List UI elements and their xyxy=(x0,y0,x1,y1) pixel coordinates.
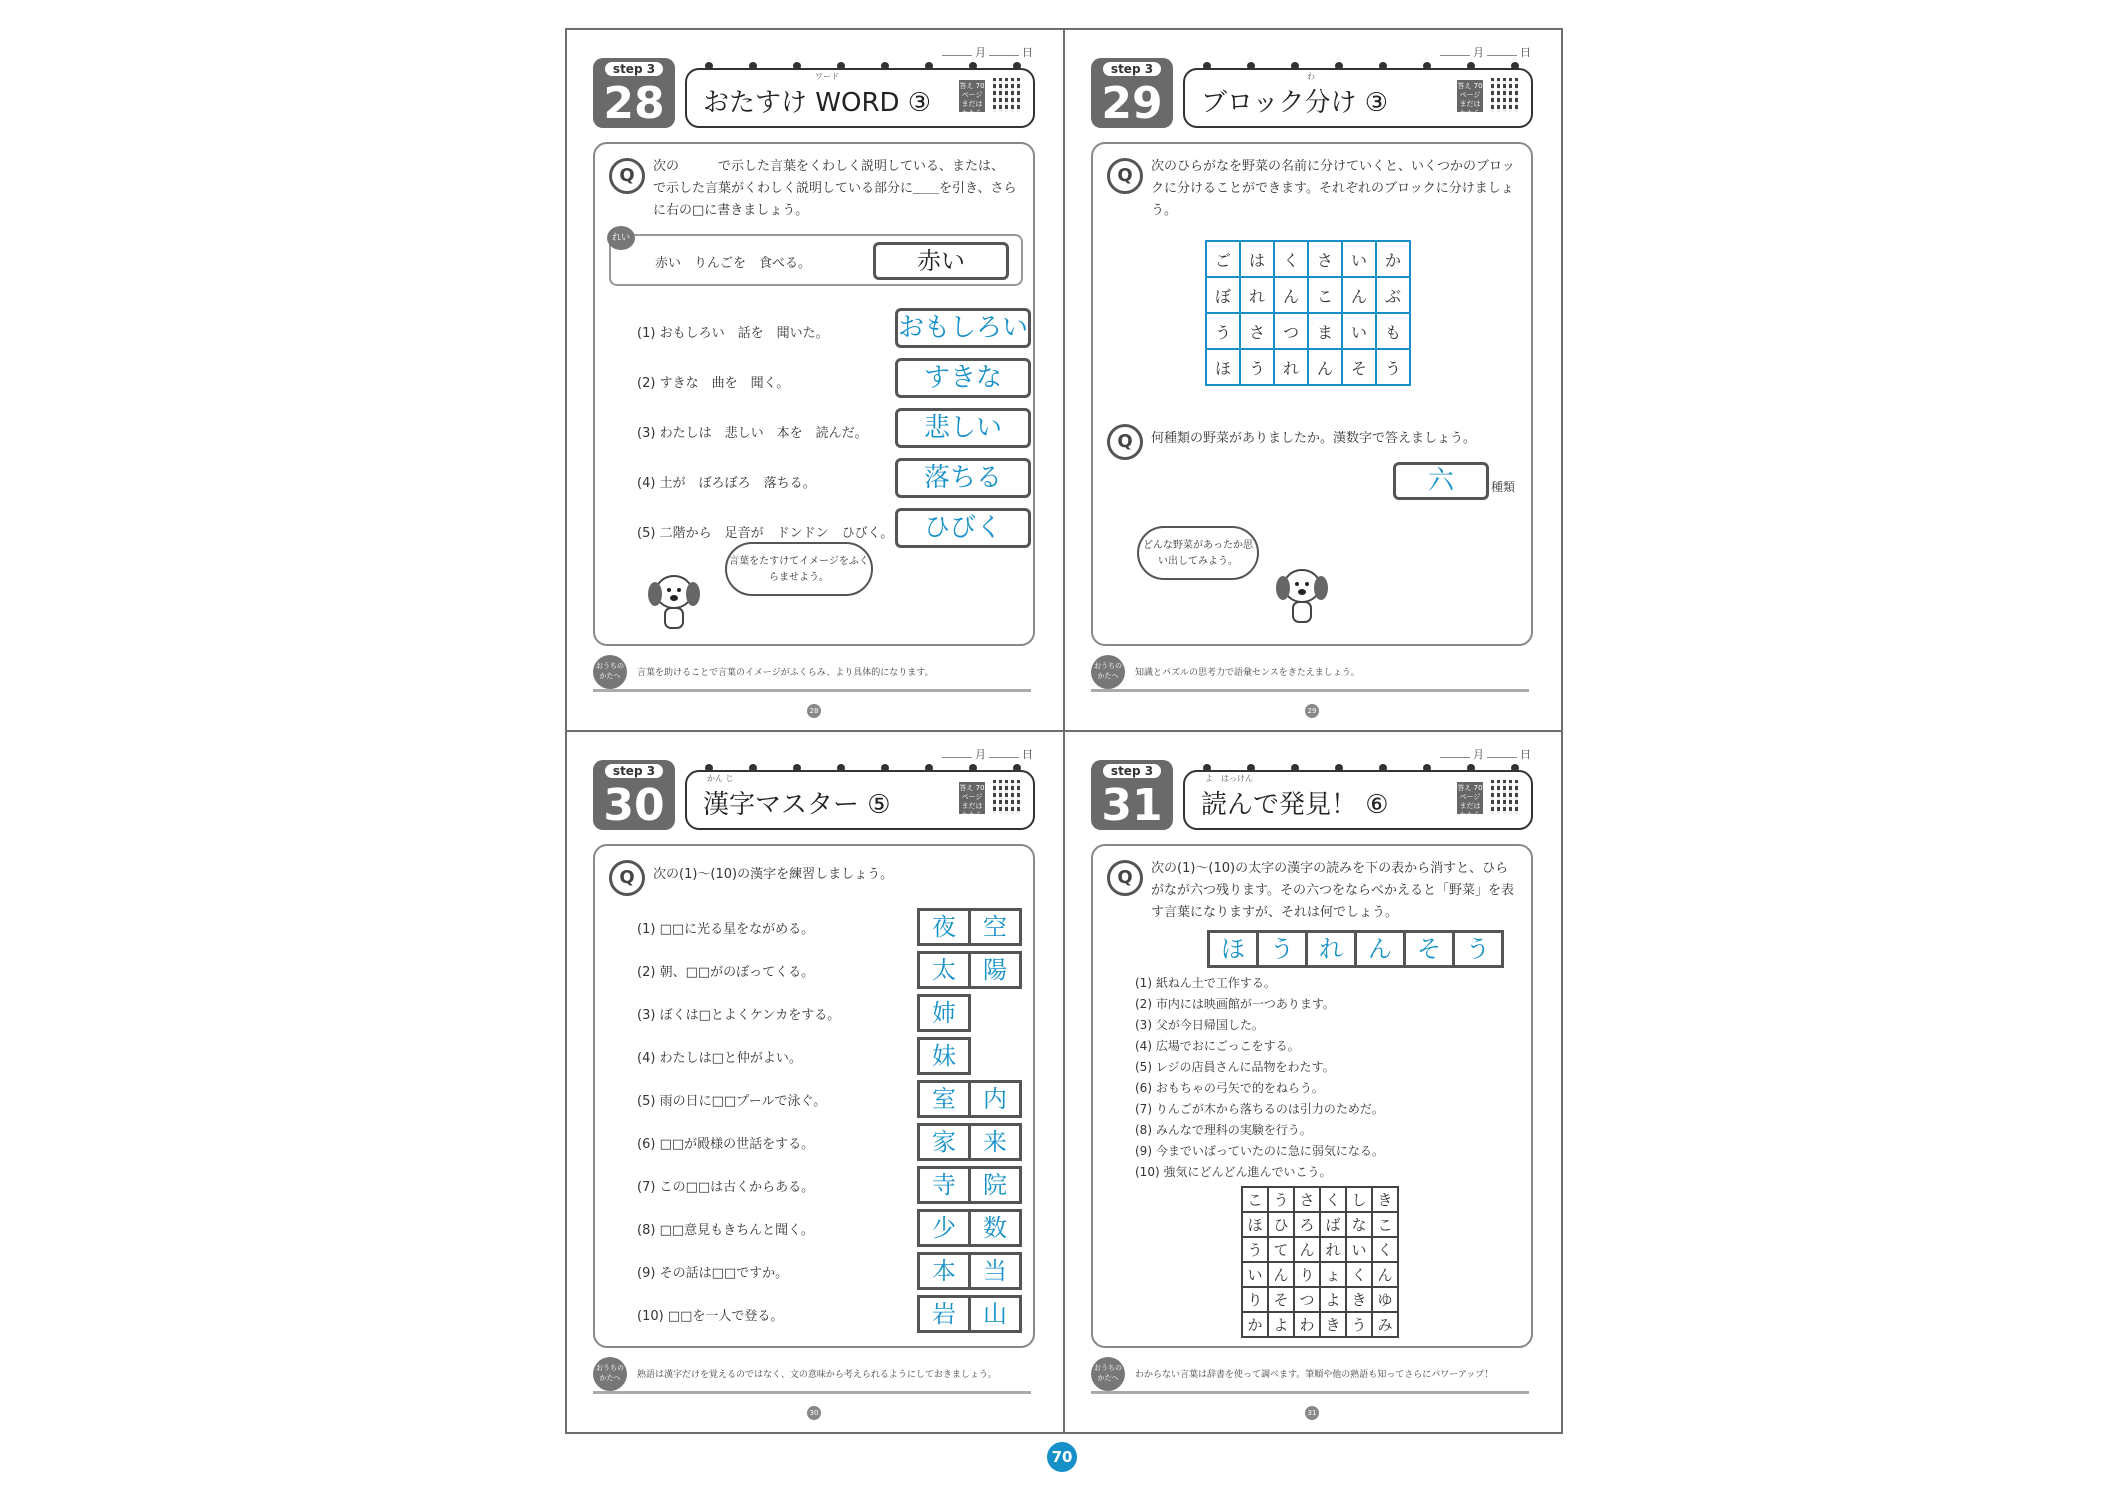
kanji-cell[interactable]: 数 xyxy=(971,1209,1022,1247)
grid-cell[interactable]: こ xyxy=(1242,1187,1268,1212)
item-sentence: 朝、□□がのぼってくる。 xyxy=(659,965,815,980)
parent-note xyxy=(593,1357,1031,1394)
grid-cell[interactable]: そ xyxy=(1268,1287,1294,1312)
kanji-answer[interactable] xyxy=(917,908,1022,946)
item-sentence: 父が今日帰国した。 xyxy=(1155,1018,1264,1032)
date-field[interactable] xyxy=(939,746,1033,762)
item-number: (8) xyxy=(637,1223,656,1238)
panel-31 xyxy=(1065,732,1561,1432)
grid-cell[interactable]: ん xyxy=(1294,1237,1320,1262)
kanji-cell[interactable]: 本 xyxy=(917,1252,971,1290)
item-sentence: その話は□□ですか。 xyxy=(659,1266,789,1281)
hiragana-grid xyxy=(1205,240,1411,386)
example-label: れい xyxy=(607,226,635,250)
parent-note-icon: おうちの かたへ xyxy=(1091,1357,1125,1391)
step-badge xyxy=(1091,760,1173,830)
question-icon: Q xyxy=(1107,860,1143,896)
kanji-cell[interactable]: 陽 xyxy=(971,951,1022,989)
workbook-sheet xyxy=(565,28,1563,1434)
item-number: (7) xyxy=(1135,1102,1152,1116)
kanji-cell[interactable]: 当 xyxy=(971,1252,1022,1290)
grid-cell[interactable]: く xyxy=(1274,241,1308,277)
count-answer-box[interactable]: 六 xyxy=(1393,462,1489,500)
grid-cell[interactable]: も xyxy=(1376,313,1410,349)
grid-cell[interactable]: れ xyxy=(1240,277,1274,313)
day-label: 日 xyxy=(1520,748,1531,761)
grid-cell[interactable]: き xyxy=(1372,1187,1398,1212)
grid-cell[interactable]: は xyxy=(1240,241,1274,277)
step-label: step 3 xyxy=(603,60,665,78)
kanji-cell[interactable]: 家 xyxy=(917,1123,971,1161)
question-text: 次の で示した言葉をくわしく説明している、または、 で示した言葉がくわしく説明している部分に＿＿を引き、さらに右の□に書きましょう。 xyxy=(653,159,1050,218)
question-card xyxy=(1091,844,1533,1348)
item-number: (10) xyxy=(637,1309,664,1324)
dog-mascot-icon xyxy=(639,568,709,638)
lesson-title: おたすけ WORD ③ xyxy=(703,88,932,118)
kanji-answer[interactable] xyxy=(917,1166,1022,1204)
kanji-cell[interactable]: 院 xyxy=(971,1166,1022,1204)
item-number: (1) xyxy=(637,326,656,341)
lesson-title: ブロック分け ③ xyxy=(1201,88,1389,118)
answer-box[interactable]: ひびく xyxy=(895,508,1031,548)
item-sentence: りんごが木から落ちるのは引力のためだ。 xyxy=(1155,1102,1384,1116)
parent-note-icon: おうちの かたへ xyxy=(593,1357,627,1391)
answer-tag: 答え 70ページ まだはわから xyxy=(959,82,985,117)
grid-cell[interactable]: ん xyxy=(1308,349,1342,385)
item-number: (6) xyxy=(637,1137,656,1152)
item-number: (2) xyxy=(1135,997,1152,1011)
parent-note xyxy=(593,655,1031,692)
item-number: (2) xyxy=(637,965,656,980)
answer-box[interactable]: 悲しい xyxy=(895,408,1031,448)
qr-code-icon[interactable] xyxy=(1491,78,1521,112)
step-badge xyxy=(1091,58,1173,128)
step-label: step 3 xyxy=(1101,60,1163,78)
grid-cell[interactable]: き xyxy=(1346,1287,1372,1312)
grid-cell[interactable]: う xyxy=(1242,1237,1268,1262)
item-sentence: すきな 曲を 聞く。 xyxy=(659,376,790,391)
kanji-answer[interactable] xyxy=(917,951,1022,989)
title-box xyxy=(685,770,1035,830)
lesson-title: 漢字マスター ⑤ xyxy=(703,790,891,820)
item-number: (5) xyxy=(1135,1060,1152,1074)
item-sentence: 今までいばっていたのに急に弱気になる。 xyxy=(1155,1144,1384,1158)
item-sentence: ぼくは□とよくケンカをする。 xyxy=(659,1008,841,1023)
item-sentence: おもちゃの弓矢で的をねらう。 xyxy=(1155,1081,1324,1095)
item-number: (5) xyxy=(637,1094,656,1109)
answer-box[interactable]: おもしろい xyxy=(895,308,1031,348)
grid-cell[interactable]: ん xyxy=(1274,277,1308,313)
lesson-title: 読んで発見！ ⑥ xyxy=(1201,790,1389,820)
step-badge xyxy=(593,58,675,128)
panel-page-number: 30 xyxy=(807,1406,821,1420)
grid-cell[interactable]: ほ xyxy=(1206,349,1240,385)
unit-label: 種類 xyxy=(1491,480,1516,494)
question-icon: Q xyxy=(1107,424,1143,460)
grid-cell[interactable]: う xyxy=(1346,1312,1372,1337)
item-number: (2) xyxy=(637,376,656,391)
title-ruby: わ xyxy=(1307,72,1315,81)
month-label: 月 xyxy=(975,46,986,59)
lesson-number: 31 xyxy=(1101,780,1163,831)
step-label: step 3 xyxy=(1101,762,1163,780)
grid-cell[interactable]: ひ xyxy=(1268,1212,1294,1237)
question-text: 次の(1)～(10)の太字の漢字の読みを下の表から消すと、ひらがなが六つ残ります。その六つをならべかえると「野菜」を表す言葉になりますが、それは何でしょう。 xyxy=(1151,861,1514,920)
grid-cell[interactable]: な xyxy=(1346,1212,1372,1237)
grid-cell[interactable]: ば xyxy=(1320,1212,1346,1237)
grid-cell[interactable]: つ xyxy=(1294,1287,1320,1312)
lesson-number: 28 xyxy=(603,78,665,129)
answer-cell[interactable]: う xyxy=(1259,930,1308,968)
kanji-cell[interactable]: 姉 xyxy=(917,994,971,1032)
grid-cell[interactable]: れ xyxy=(1320,1237,1346,1262)
grid-cell[interactable]: ん xyxy=(1268,1262,1294,1287)
grid-cell[interactable]: わ xyxy=(1294,1312,1320,1337)
item-sentence: わたしは□と仲がよい。 xyxy=(659,1051,802,1066)
panel-page-number: 31 xyxy=(1305,1406,1319,1420)
parent-note xyxy=(1091,655,1529,692)
month-label: 月 xyxy=(1473,46,1484,59)
grid-cell[interactable]: か xyxy=(1242,1312,1268,1337)
kanji-answer[interactable] xyxy=(917,1037,971,1075)
kanji-answer[interactable] xyxy=(917,1123,1022,1161)
answer-cell[interactable]: そ xyxy=(1406,930,1455,968)
grid-cell[interactable]: う xyxy=(1240,349,1274,385)
item-sentence: 強気にどんどん進んでいこう。 xyxy=(1163,1165,1332,1179)
question-text-2: 何種類の野菜がありましたか。漢数字で答えましょう。 xyxy=(1151,431,1477,446)
kanji-cell[interactable]: 太 xyxy=(917,951,971,989)
kanji-cell[interactable]: 岩 xyxy=(917,1295,971,1333)
answer-cell[interactable]: ほ xyxy=(1207,930,1259,968)
title-box xyxy=(1183,770,1533,830)
day-label: 日 xyxy=(1520,46,1531,59)
item-number: (7) xyxy=(637,1180,656,1195)
item-sentence: 二階から 足音が ドンドン ひびく。 xyxy=(659,526,894,541)
grid-cell[interactable]: ご xyxy=(1206,241,1240,277)
answer-tag: 答え 70ページ まだはわから xyxy=(1457,784,1483,819)
item-sentence: 雨の日に□□プールで泳ぐ。 xyxy=(659,1094,827,1109)
item-sentence: 紙ねん土で工作する。 xyxy=(1155,976,1276,990)
item-number: (6) xyxy=(1135,1081,1152,1095)
grid-cell[interactable]: れ xyxy=(1274,349,1308,385)
item-number: (9) xyxy=(1135,1144,1152,1158)
grid-cell[interactable]: つ xyxy=(1274,313,1308,349)
grid-cell[interactable]: り xyxy=(1242,1287,1268,1312)
grid-cell[interactable]: く xyxy=(1320,1187,1346,1212)
reading-grid xyxy=(1241,1186,1399,1338)
grid-cell[interactable]: ん xyxy=(1342,277,1376,313)
item-sentence: □□に光る星をながめる。 xyxy=(659,922,815,937)
day-label: 日 xyxy=(1022,46,1033,59)
grid-cell[interactable]: く xyxy=(1372,1237,1398,1262)
grid-cell[interactable]: く xyxy=(1346,1262,1372,1287)
answer-box[interactable]: すきな xyxy=(895,358,1031,398)
title-ruby: ワード xyxy=(815,72,839,81)
item-number: (1) xyxy=(637,922,656,937)
kanji-answer[interactable] xyxy=(917,1209,1022,1247)
dog-mascot-icon xyxy=(1267,562,1337,632)
answer-tag: 答え 70ページ まだはわから xyxy=(959,784,985,819)
panel-28 xyxy=(567,30,1063,730)
example-sentence: 赤い りんごを 食べる。 xyxy=(655,256,812,271)
grid-cell[interactable]: ゆ xyxy=(1372,1287,1398,1312)
grid-cell[interactable]: う xyxy=(1206,313,1240,349)
speech-bubble: どんな野菜があったか思い出してみよう。 xyxy=(1137,526,1259,580)
step-label: step 3 xyxy=(603,762,665,780)
answer-cell[interactable]: れ xyxy=(1308,930,1357,968)
qr-code-icon[interactable] xyxy=(1491,780,1521,814)
grid-cell[interactable]: ろ xyxy=(1294,1212,1320,1237)
panel-29 xyxy=(1065,30,1561,730)
month-label: 月 xyxy=(1473,748,1484,761)
title-box xyxy=(685,68,1035,128)
qr-code-icon[interactable] xyxy=(993,780,1023,814)
item-sentence: みんなで理科の実験を行う。 xyxy=(1155,1123,1312,1137)
grid-cell[interactable]: こ xyxy=(1308,277,1342,313)
speech-bubble: 言葉をたすけてイメージをふくらませよう。 xyxy=(725,542,873,596)
grid-cell[interactable]: い xyxy=(1342,241,1376,277)
answer-cell[interactable]: う xyxy=(1455,930,1504,968)
month-label: 月 xyxy=(975,748,986,761)
kanji-cell[interactable]: 妹 xyxy=(917,1037,971,1075)
grid-cell[interactable]: い xyxy=(1242,1262,1268,1287)
item-sentence: この□□は古くからある。 xyxy=(659,1180,815,1195)
grid-cell[interactable]: う xyxy=(1376,349,1410,385)
day-label: 日 xyxy=(1022,748,1033,761)
kanji-cell[interactable]: 内 xyxy=(971,1080,1022,1118)
parent-note-icon: おうちの かたへ xyxy=(1091,655,1125,689)
question-text: 次の(1)～(10)の漢字を練習しましょう。 xyxy=(653,867,894,882)
grid-cell[interactable]: そ xyxy=(1342,349,1376,385)
grid-cell[interactable]: り xyxy=(1294,1262,1320,1287)
question-icon: Q xyxy=(1107,158,1143,194)
item-sentence: □□を一人で登る。 xyxy=(667,1309,784,1324)
grid-cell[interactable]: よ xyxy=(1320,1287,1346,1312)
grid-cell[interactable]: ょ xyxy=(1320,1262,1346,1287)
kanji-cell[interactable]: 少 xyxy=(917,1209,971,1247)
item-sentence: 土が ぼろぼろ 落ちる。 xyxy=(659,476,816,491)
parent-note-text: わからない言葉は辞書を使って調べます。筆順や他の熟語も知ってさらにパワーアップ！ xyxy=(1135,1370,1494,1380)
grid-cell[interactable]: い xyxy=(1346,1237,1372,1262)
item-sentence: □□が殿様の世話をする。 xyxy=(659,1137,815,1152)
question-text: 次のひらがなを野菜の名前に分けていくと、いくつかのブロックに分けることができます。それぞれのブロックに分けましょう。 xyxy=(1151,159,1515,218)
answer-box[interactable]: 落ちる xyxy=(895,458,1031,498)
grid-cell[interactable]: し xyxy=(1346,1187,1372,1212)
step-badge xyxy=(593,760,675,830)
page-number-badge: 70 xyxy=(1047,1442,1077,1472)
item-number: (9) xyxy=(637,1266,656,1281)
item-number: (4) xyxy=(637,1051,656,1066)
item-sentence: □□意見もきちんと聞く。 xyxy=(659,1223,814,1238)
panel-page-number: 28 xyxy=(807,704,821,718)
qr-code-icon[interactable] xyxy=(993,78,1023,112)
grid-cell[interactable]: こ xyxy=(1372,1212,1398,1237)
kanji-answer[interactable] xyxy=(917,1252,1022,1290)
grid-cell[interactable]: み xyxy=(1372,1312,1398,1337)
item-number: (3) xyxy=(1135,1018,1152,1032)
kanji-cell[interactable]: 寺 xyxy=(917,1166,971,1204)
item-sentence: おもしろい 話を 聞いた。 xyxy=(659,326,829,341)
grid-cell[interactable]: ほ xyxy=(1242,1212,1268,1237)
item-number: (3) xyxy=(637,1008,656,1023)
title-box xyxy=(1183,68,1533,128)
item-number: (4) xyxy=(1135,1039,1152,1053)
grid-cell[interactable]: か xyxy=(1376,241,1410,277)
kanji-answer[interactable] xyxy=(917,994,971,1032)
kanji-cell[interactable]: 空 xyxy=(971,908,1022,946)
kanji-cell[interactable]: 来 xyxy=(971,1123,1022,1161)
example-box xyxy=(609,234,1023,286)
grid-cell[interactable]: よ xyxy=(1268,1312,1294,1337)
kanji-cell[interactable]: 夜 xyxy=(917,908,971,946)
title-ruby: かん じ xyxy=(707,774,734,783)
grid-cell[interactable]: ぶ xyxy=(1376,277,1410,313)
item-number: (4) xyxy=(637,476,656,491)
date-field[interactable] xyxy=(1437,44,1531,60)
parent-note-text: 言葉を助けることで言葉のイメージがふくらみ、より具体的になります。 xyxy=(637,668,934,678)
kanji-cell[interactable]: 室 xyxy=(917,1080,971,1118)
title-ruby: よ はっけん xyxy=(1205,774,1253,783)
question-icon: Q xyxy=(609,158,645,194)
vegetable-answer[interactable] xyxy=(1207,930,1504,968)
item-sentence: レジの店員さんに品物をわたす。 xyxy=(1155,1060,1335,1074)
grid-cell[interactable]: い xyxy=(1342,313,1376,349)
question-icon: Q xyxy=(609,860,645,896)
lesson-number: 30 xyxy=(603,780,665,831)
kanji-answer[interactable] xyxy=(917,1080,1022,1118)
question-card xyxy=(1091,142,1533,646)
parent-note xyxy=(1091,1357,1529,1394)
date-field[interactable] xyxy=(1437,746,1531,762)
example-answer: 赤い xyxy=(873,242,1009,280)
item-number: (8) xyxy=(1135,1123,1152,1137)
date-field[interactable] xyxy=(939,44,1033,60)
parent-note-text: 熟語は漢字だけを覚えるのではなく、文の意味から考えられるようにしておきましょう。 xyxy=(637,1370,997,1380)
grid-cell[interactable]: て xyxy=(1268,1237,1294,1262)
item-number: (5) xyxy=(637,526,656,541)
grid-cell[interactable]: ん xyxy=(1372,1262,1398,1287)
grid-cell[interactable]: さ xyxy=(1240,313,1274,349)
item-sentence: わたしは 悲しい 本を 読んだ。 xyxy=(659,426,868,441)
panel-page-number: 29 xyxy=(1305,704,1319,718)
grid-cell[interactable]: う xyxy=(1268,1187,1294,1212)
item-sentence: 市内には映画館が一つあります。 xyxy=(1155,997,1335,1011)
grid-cell[interactable]: き xyxy=(1320,1312,1346,1337)
answer-cell[interactable]: ん xyxy=(1357,930,1406,968)
grid-cell[interactable]: ま xyxy=(1308,313,1342,349)
parent-note-icon: おうちの かたへ xyxy=(593,655,627,689)
kanji-answer[interactable] xyxy=(917,1295,1022,1333)
grid-cell[interactable]: ぼ xyxy=(1206,277,1240,313)
kanji-cell[interactable]: 山 xyxy=(971,1295,1022,1333)
question-card xyxy=(593,142,1050,646)
parent-note-text: 知識とパズルの思考力で語彙センスをきたえましょう。 xyxy=(1135,668,1360,678)
grid-cell[interactable]: さ xyxy=(1294,1187,1320,1212)
item-sentence: 広場でおにごっこをする。 xyxy=(1155,1039,1300,1053)
grid-cell[interactable]: さ xyxy=(1308,241,1342,277)
item-number: (1) xyxy=(1135,976,1152,990)
question-card xyxy=(593,844,1035,1348)
item-number: (10) xyxy=(1135,1165,1160,1179)
panel-30 xyxy=(567,732,1063,1432)
item-number: (3) xyxy=(637,426,656,441)
answer-tag: 答え 70ページ まだはわから xyxy=(1457,82,1483,117)
lesson-number: 29 xyxy=(1101,78,1163,129)
